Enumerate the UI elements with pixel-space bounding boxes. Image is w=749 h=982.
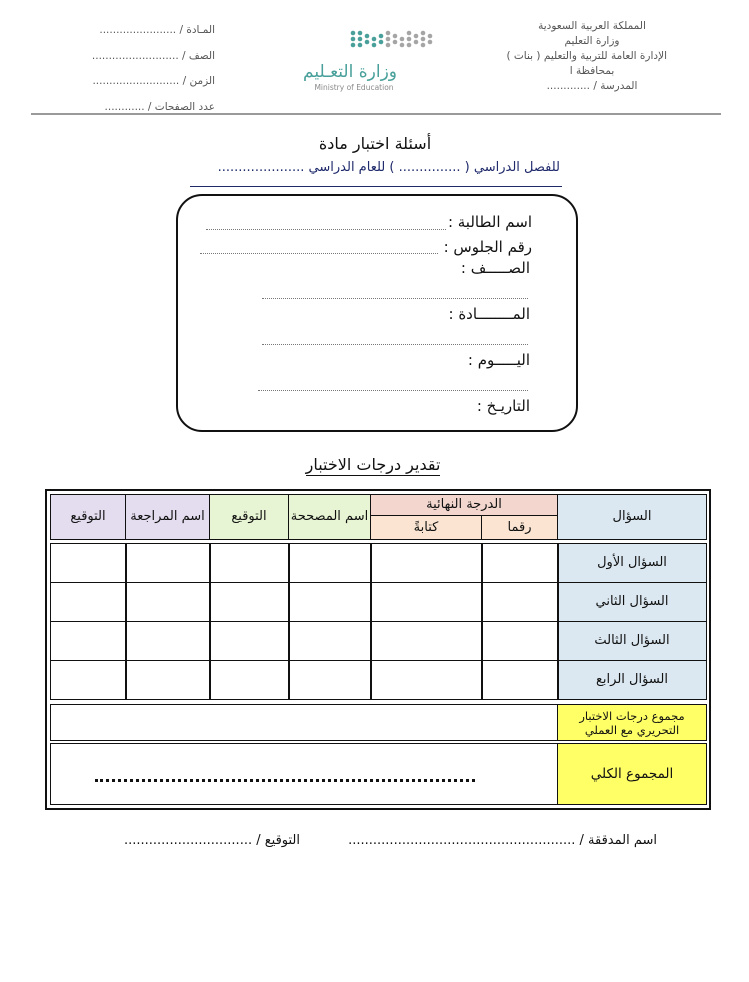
corrector-signature-header: التوقيع xyxy=(209,494,289,540)
day-line[interactable] xyxy=(258,390,528,391)
country-name: المملكة العربية السعودية xyxy=(538,20,646,32)
ministry-logo xyxy=(305,28,435,98)
seat-number-line[interactable] xyxy=(200,253,438,254)
final-grade-header: الدرجة النهائية xyxy=(370,494,558,516)
ministry-name: وزارة التعليم xyxy=(564,35,620,47)
grade-label: الصـــــف : xyxy=(460,259,530,277)
question-row-label: السؤال الثالث xyxy=(557,621,707,661)
grade-input-cell[interactable] xyxy=(50,660,127,700)
grade-input-cell[interactable] xyxy=(50,582,127,622)
grade-input-cell[interactable] xyxy=(481,582,559,622)
header-divider xyxy=(31,113,721,115)
logo-english-text: Ministry of Education xyxy=(314,83,394,92)
grade-field: الصف / .......................... xyxy=(91,49,215,62)
grades-title-text: تقدير درجات الاختبار xyxy=(305,455,441,474)
school-field: المدرسة / ............. xyxy=(546,80,638,92)
day-label: اليـــــوم : xyxy=(467,351,530,369)
corrector-name-header: اسم المصححة xyxy=(288,494,371,540)
grade-input-cell[interactable] xyxy=(288,660,372,700)
question-header: السؤال xyxy=(557,494,707,540)
grade-input-cell[interactable] xyxy=(125,582,211,622)
grade-input-cell[interactable] xyxy=(125,621,211,661)
grade-input-cell[interactable] xyxy=(209,621,290,661)
written-total-value[interactable] xyxy=(50,704,558,741)
header-exam-info xyxy=(50,18,215,120)
in-numbers-header: رقما xyxy=(481,515,558,540)
grade-input-cell[interactable] xyxy=(288,543,372,583)
reviewer-name-header: اسم المراجعة xyxy=(125,494,210,540)
grade-input-cell[interactable] xyxy=(481,621,559,661)
date-label: التاريـخ : xyxy=(476,397,530,415)
logo-arabic-text: وزارة التعـليم xyxy=(303,62,397,82)
header-ministry-block xyxy=(467,19,667,94)
subject-label: المــــــــادة : xyxy=(448,305,530,323)
reviewer-signature-header: التوقيع xyxy=(50,494,126,540)
grade-input-cell[interactable] xyxy=(481,543,559,583)
grade-line[interactable] xyxy=(262,298,528,299)
grand-total-label: المجموع الكلي xyxy=(557,743,707,805)
time-field: الزمن / .......................... xyxy=(92,75,215,87)
grade-input-cell[interactable] xyxy=(481,660,559,700)
in-words-header: كتابةً xyxy=(370,515,482,540)
exam-title: أسئلة اختبار مادة xyxy=(318,134,432,153)
grade-input-cell[interactable] xyxy=(209,582,290,622)
grade-input-cell[interactable] xyxy=(288,582,372,622)
grade-input-cell[interactable] xyxy=(370,660,483,700)
subject-field: المـادة / ....................... xyxy=(99,24,215,36)
grade-input-cell[interactable] xyxy=(50,543,127,583)
grade-input-cell[interactable] xyxy=(50,621,127,661)
grand-total-dots xyxy=(95,779,475,782)
question-row-label: السؤال الأول xyxy=(557,543,707,583)
student-name-line[interactable] xyxy=(206,229,446,230)
auditor-signature-field[interactable]: التوقيع / ............................... xyxy=(123,833,300,848)
grade-input-cell[interactable] xyxy=(209,660,290,700)
grade-input-cell[interactable] xyxy=(370,543,483,583)
grade-input-cell[interactable] xyxy=(125,660,211,700)
written-total-label: مجموع درجات الاختبار التحريري مع العملي xyxy=(557,704,707,741)
auditor-name-field[interactable]: اسم المدققة / ....................................................... xyxy=(348,833,657,848)
seat-number-label: رقم الجلوس : xyxy=(443,238,532,256)
grade-input-cell[interactable] xyxy=(288,621,372,661)
question-row-label: السؤال الرابع xyxy=(557,660,707,700)
pages-field: عدد الصفحات / ............ xyxy=(104,100,215,113)
logo-dots-icon xyxy=(305,28,435,58)
grand-total-value[interactable] xyxy=(50,743,558,805)
subject-line[interactable] xyxy=(262,344,528,345)
grade-input-cell[interactable] xyxy=(125,543,211,583)
grades-section-title xyxy=(290,455,456,474)
governorate-name: بمحافظة ا xyxy=(569,65,615,77)
semester-underline xyxy=(190,186,562,187)
grade-input-cell[interactable] xyxy=(370,582,483,622)
student-name-label: اسم الطالبة : xyxy=(447,213,532,231)
semester-line: للفصل الدراسي ( ............... ) للعام الدراسي ..................... xyxy=(217,160,560,175)
directorate-name: الإدارة العامة للتربية والتعليم ( بنات ) xyxy=(506,50,667,62)
question-row-label: السؤال الثاني xyxy=(557,582,707,622)
grade-input-cell[interactable] xyxy=(370,621,483,661)
grade-input-cell[interactable] xyxy=(209,543,290,583)
